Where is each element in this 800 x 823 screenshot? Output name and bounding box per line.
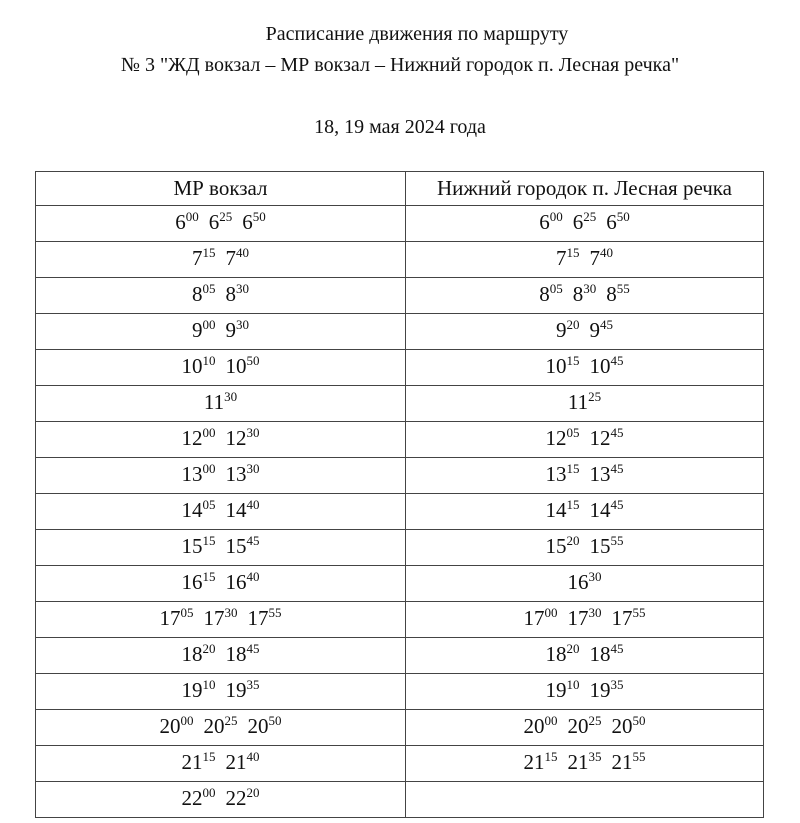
hour: 20	[203, 714, 225, 738]
minutes: 05	[202, 281, 216, 296]
minutes: 45	[610, 353, 624, 368]
cell-mr-vokzal	[36, 422, 406, 458]
minutes: 30	[246, 461, 260, 476]
cell-nizhniy-gorodok	[406, 674, 764, 710]
cell-nizhniy-gorodok	[406, 602, 764, 638]
hour: 20	[159, 714, 181, 738]
departure-time	[573, 278, 597, 313]
cell-mr-vokzal	[36, 566, 406, 602]
minutes: 40	[600, 245, 613, 260]
hour: 12	[181, 426, 203, 450]
minutes: 55	[632, 605, 646, 620]
hour: 15	[225, 534, 247, 558]
hour: 17	[203, 606, 225, 630]
column-header-nizhniy-gorodok: Нижний городок п. Лесная речка	[406, 172, 764, 206]
hour: 10	[589, 354, 611, 378]
departure-time	[606, 278, 630, 313]
hour: 15	[589, 534, 611, 558]
hour: 8	[539, 282, 550, 306]
table-row	[36, 494, 764, 530]
departure-time	[182, 458, 216, 493]
hour: 10	[181, 354, 203, 378]
hour: 9	[192, 318, 203, 342]
hour: 14	[545, 498, 567, 522]
minutes: 20	[566, 317, 580, 332]
table-row	[36, 602, 764, 638]
hour: 19	[181, 678, 203, 702]
hour: 9	[589, 318, 600, 342]
hour: 14	[181, 498, 203, 522]
hour: 15	[181, 534, 203, 558]
table-row	[36, 710, 764, 746]
table-row	[36, 422, 764, 458]
cell-mr-vokzal	[36, 206, 406, 242]
hour: 9	[556, 318, 567, 342]
departure-time	[590, 530, 624, 565]
departure-time	[556, 314, 580, 349]
minutes: 25	[583, 209, 597, 224]
departure-time	[204, 602, 238, 637]
cell-nizhniy-gorodok	[406, 350, 764, 386]
hour: 8	[192, 282, 203, 306]
cell-nizhniy-gorodok	[406, 638, 764, 674]
departure-time	[568, 602, 602, 637]
hour: 21	[181, 750, 203, 774]
column-header-mr-vokzal: МР вокзал	[36, 172, 406, 206]
departure-time	[568, 566, 602, 601]
cell-nizhniy-gorodok	[406, 206, 764, 242]
hour: 18	[589, 642, 611, 666]
minutes: 05	[202, 497, 216, 512]
departure-time	[204, 386, 237, 421]
cell-mr-vokzal	[36, 278, 406, 314]
departure-time	[612, 602, 646, 637]
hour: 22	[225, 786, 247, 810]
minutes: 45	[600, 317, 613, 332]
departure-time	[590, 494, 624, 529]
hour: 18	[181, 642, 203, 666]
departure-time	[226, 350, 260, 385]
minutes: 50	[616, 209, 630, 224]
minutes: 30	[583, 281, 597, 296]
hour: 10	[545, 354, 567, 378]
hour: 17	[523, 606, 545, 630]
table-row	[36, 386, 764, 422]
hour: 6	[208, 210, 220, 234]
departure-time	[590, 422, 624, 457]
departure-time	[590, 674, 624, 709]
hour: 13	[545, 462, 567, 486]
hour: 11	[567, 390, 589, 414]
hour: 14	[225, 498, 247, 522]
departure-time	[226, 278, 250, 313]
departure-time	[606, 206, 630, 241]
departure-time	[524, 746, 558, 781]
departure-time	[182, 530, 216, 565]
cell-mr-vokzal	[36, 782, 406, 818]
cell-mr-vokzal	[36, 602, 406, 638]
minutes: 05	[180, 605, 194, 620]
cell-nizhniy-gorodok	[406, 314, 764, 350]
minutes: 15	[202, 533, 216, 548]
minutes: 15	[566, 353, 580, 368]
cell-nizhniy-gorodok	[406, 242, 764, 278]
minutes: 30	[236, 281, 249, 296]
departure-time	[568, 386, 601, 421]
departure-time	[612, 746, 646, 781]
hour: 13	[589, 462, 611, 486]
hour: 21	[225, 750, 247, 774]
departure-time	[590, 458, 624, 493]
cell-nizhniy-gorodok	[406, 458, 764, 494]
hour: 13	[181, 462, 203, 486]
minutes: 30	[224, 605, 238, 620]
minutes: 50	[268, 713, 282, 728]
departure-time	[546, 638, 580, 673]
table-header-row	[36, 172, 764, 206]
hour: 20	[523, 714, 545, 738]
departure-time	[568, 710, 602, 745]
minutes: 55	[610, 533, 624, 548]
table-row	[36, 674, 764, 710]
minutes: 10	[202, 677, 216, 692]
table-row	[36, 350, 764, 386]
minutes: 40	[246, 497, 260, 512]
hour: 21	[611, 750, 633, 774]
table-row	[36, 206, 764, 242]
hour: 17	[247, 606, 269, 630]
minutes: 55	[616, 281, 630, 296]
cell-mr-vokzal	[36, 710, 406, 746]
minutes: 30	[588, 569, 602, 584]
departure-time	[546, 350, 580, 385]
hour: 11	[203, 390, 225, 414]
departure-time	[590, 242, 614, 277]
hour: 22	[181, 786, 203, 810]
minutes: 15	[202, 749, 216, 764]
minutes: 30	[246, 425, 260, 440]
departure-time	[524, 710, 558, 745]
table-row	[36, 458, 764, 494]
minutes: 15	[566, 497, 580, 512]
table-row	[36, 638, 764, 674]
hour: 12	[225, 426, 247, 450]
departure-time	[226, 566, 260, 601]
departure-time	[226, 638, 260, 673]
minutes: 40	[236, 245, 249, 260]
departure-time	[226, 458, 260, 493]
departure-time	[226, 674, 260, 709]
minutes: 50	[246, 353, 260, 368]
hour: 19	[225, 678, 247, 702]
cell-nizhniy-gorodok	[406, 278, 764, 314]
cell-nizhniy-gorodok	[406, 422, 764, 458]
minutes: 00	[544, 605, 558, 620]
minutes: 25	[224, 713, 238, 728]
hour: 7	[556, 246, 567, 270]
schedule-title: Расписание движения по маршруту	[265, 23, 569, 45]
schedule-table	[35, 171, 764, 818]
cell-mr-vokzal	[36, 314, 406, 350]
minutes: 05	[549, 281, 563, 296]
hour: 8	[572, 282, 584, 306]
hour: 17	[567, 606, 589, 630]
cell-mr-vokzal	[36, 746, 406, 782]
hour: 15	[545, 534, 567, 558]
departure-time	[160, 710, 194, 745]
cell-nizhniy-gorodok	[406, 530, 764, 566]
departure-time	[226, 314, 250, 349]
minutes: 45	[246, 533, 260, 548]
minutes: 00	[549, 209, 563, 224]
cell-mr-vokzal	[36, 494, 406, 530]
minutes: 30	[588, 605, 602, 620]
hour: 10	[225, 354, 247, 378]
table-row	[36, 242, 764, 278]
table-row	[36, 746, 764, 782]
schedule-date: 18, 19 мая 2024 года	[314, 116, 486, 138]
minutes: 20	[566, 533, 580, 548]
table-row	[36, 566, 764, 602]
cell-nizhniy-gorodok	[406, 494, 764, 530]
cell-mr-vokzal	[36, 350, 406, 386]
table-row	[36, 278, 764, 314]
minutes: 45	[246, 641, 260, 656]
hour: 13	[225, 462, 247, 486]
table-row	[36, 782, 764, 818]
hour: 8	[606, 282, 617, 306]
minutes: 20	[566, 641, 580, 656]
hour: 6	[242, 210, 253, 234]
departure-time	[248, 602, 282, 637]
hour: 18	[545, 642, 567, 666]
minutes: 25	[219, 209, 233, 224]
minutes: 00	[180, 713, 194, 728]
minutes: 25	[588, 389, 602, 404]
minutes: 00	[202, 461, 216, 476]
departure-time	[192, 278, 216, 313]
departure-time	[590, 350, 624, 385]
hour: 16	[567, 570, 589, 594]
cell-mr-vokzal	[36, 674, 406, 710]
table-row	[36, 530, 764, 566]
hour: 6	[175, 210, 186, 234]
minutes: 00	[544, 713, 558, 728]
minutes: 30	[236, 317, 249, 332]
minutes: 00	[185, 209, 199, 224]
departure-time	[248, 710, 282, 745]
minutes: 05	[566, 425, 580, 440]
minutes: 20	[246, 785, 260, 800]
minutes: 15	[544, 749, 558, 764]
departure-time	[226, 530, 260, 565]
departure-time	[612, 710, 646, 745]
minutes: 00	[202, 317, 216, 332]
minutes: 35	[610, 677, 624, 692]
departure-time	[182, 674, 216, 709]
departure-time	[226, 242, 250, 277]
departure-time	[226, 746, 260, 781]
cell-nizhniy-gorodok	[406, 746, 764, 782]
departure-time	[182, 638, 216, 673]
departure-time	[546, 674, 580, 709]
departure-time	[590, 314, 614, 349]
minutes: 45	[610, 425, 624, 440]
minutes: 00	[202, 785, 216, 800]
minutes: 40	[246, 569, 260, 584]
minutes: 10	[202, 353, 216, 368]
hour: 9	[225, 318, 236, 342]
departure-time	[590, 638, 624, 673]
departure-time	[568, 746, 602, 781]
hour: 16	[225, 570, 247, 594]
minutes: 45	[610, 641, 624, 656]
hour: 14	[589, 498, 611, 522]
departure-time	[182, 782, 216, 817]
departure-time	[546, 422, 580, 457]
hour: 7	[589, 246, 600, 270]
departure-time	[182, 350, 216, 385]
hour: 6	[572, 210, 584, 234]
departure-time	[546, 494, 580, 529]
departure-time	[182, 746, 216, 781]
hour: 21	[567, 750, 589, 774]
minutes: 15	[566, 245, 580, 260]
departure-time	[209, 206, 233, 241]
hour: 18	[225, 642, 247, 666]
departure-time	[182, 566, 216, 601]
departure-time	[226, 422, 260, 457]
departure-time	[192, 242, 216, 277]
cell-nizhniy-gorodok	[406, 566, 764, 602]
departure-time	[182, 494, 216, 529]
route-name: № 3 "ЖД вокзал – МР вокзал – Нижний городок п. Лесная речка"	[120, 54, 680, 76]
cell-nizhniy-gorodok	[406, 782, 764, 818]
minutes: 20	[202, 641, 216, 656]
cell-nizhniy-gorodok	[406, 710, 764, 746]
minutes: 55	[632, 749, 646, 764]
cell-nizhniy-gorodok	[406, 386, 764, 422]
cell-mr-vokzal	[36, 386, 406, 422]
minutes: 00	[202, 425, 216, 440]
table-row	[36, 314, 764, 350]
minutes: 55	[268, 605, 282, 620]
minutes: 10	[566, 677, 580, 692]
hour: 19	[545, 678, 567, 702]
departure-time	[175, 206, 199, 241]
minutes: 15	[202, 245, 216, 260]
departure-time	[242, 206, 266, 241]
minutes: 35	[588, 749, 602, 764]
hour: 17	[159, 606, 181, 630]
hour: 7	[225, 246, 236, 270]
departure-time	[546, 530, 580, 565]
departure-time	[204, 710, 238, 745]
hour: 6	[606, 210, 617, 234]
minutes: 15	[202, 569, 216, 584]
minutes: 50	[252, 209, 266, 224]
hour: 20	[611, 714, 633, 738]
hour: 17	[611, 606, 633, 630]
hour: 7	[192, 246, 203, 270]
hour: 12	[589, 426, 611, 450]
minutes: 25	[588, 713, 602, 728]
minutes: 45	[610, 461, 624, 476]
minutes: 40	[246, 749, 260, 764]
hour: 8	[225, 282, 236, 306]
departure-time	[539, 206, 563, 241]
departure-time	[556, 242, 580, 277]
hour: 20	[247, 714, 269, 738]
minutes: 45	[610, 497, 624, 512]
minutes: 30	[224, 389, 238, 404]
departure-time	[539, 278, 563, 313]
departure-time	[226, 494, 260, 529]
departure-time	[524, 602, 558, 637]
hour: 12	[545, 426, 567, 450]
cell-mr-vokzal	[36, 638, 406, 674]
departure-time	[182, 422, 216, 457]
departure-time	[160, 602, 194, 637]
cell-mr-vokzal	[36, 530, 406, 566]
departure-time	[226, 782, 260, 817]
hour: 16	[181, 570, 203, 594]
cell-mr-vokzal	[36, 242, 406, 278]
hour: 21	[523, 750, 545, 774]
hour: 20	[567, 714, 589, 738]
departure-time	[573, 206, 597, 241]
hour: 19	[589, 678, 611, 702]
cell-mr-vokzal	[36, 458, 406, 494]
minutes: 15	[566, 461, 580, 476]
minutes: 50	[632, 713, 646, 728]
departure-time	[546, 458, 580, 493]
departure-time	[192, 314, 216, 349]
hour: 6	[539, 210, 550, 234]
minutes: 35	[246, 677, 260, 692]
